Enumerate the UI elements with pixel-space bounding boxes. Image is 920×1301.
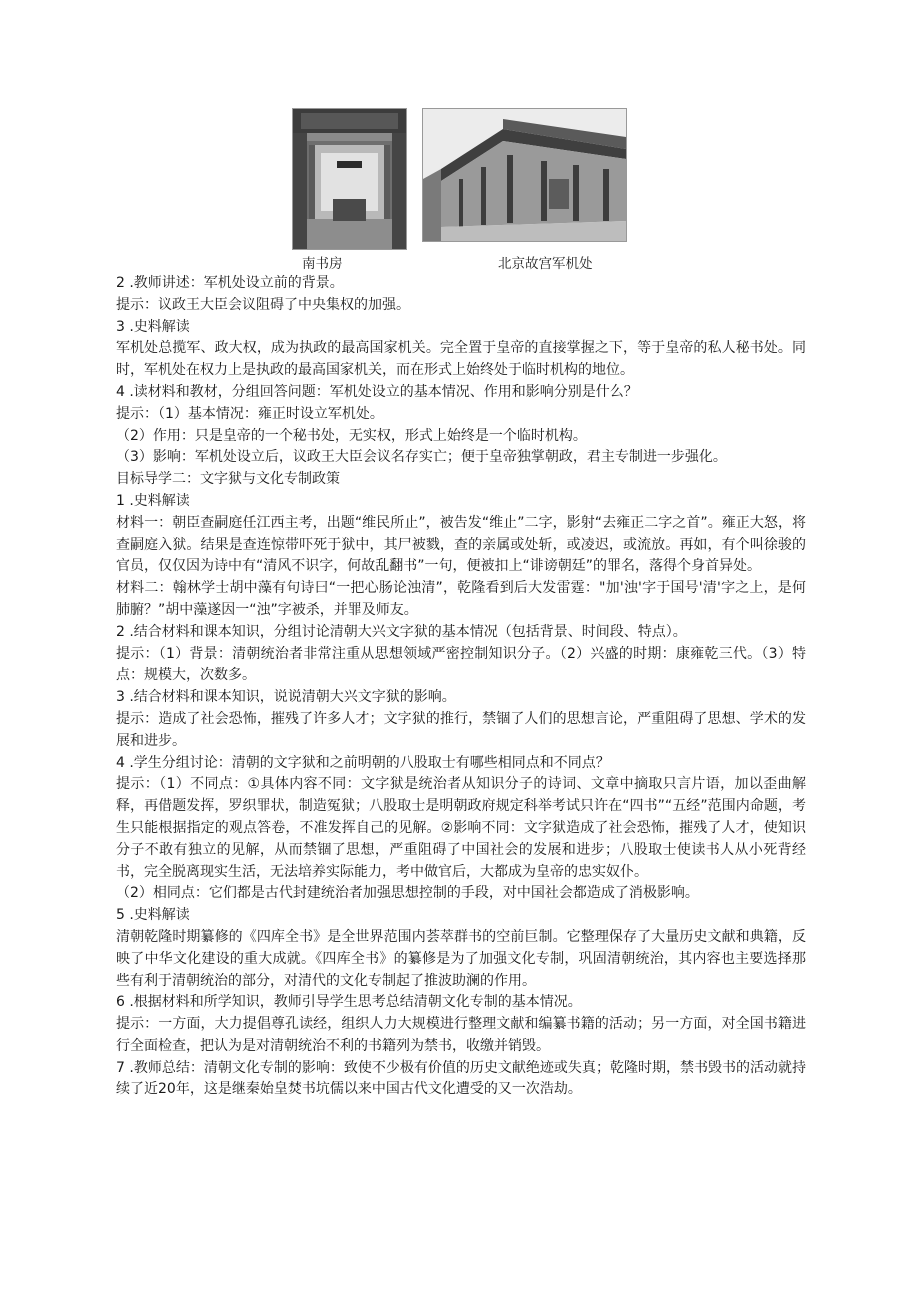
step-heading: 5 .史料解读	[116, 907, 190, 924]
step-heading: 7 .教师总结：清朝文化专制的影响：致使不少极有价值的历史文献绝迹或失真；乾隆时期，禁书毁书的活动就持续了近20年，这是继秦始皇焚书坑儒以来中国古代文化遭受的又一次浩劫。	[116, 1059, 806, 1098]
step-heading: 3 .史料解读	[116, 318, 190, 335]
hint-paragraph: 提示：一方面，大力提倡尊孔读经，组织人力大规模进行整理文献和编纂书籍的活动；另一方面，对全国书籍进行全面检查，把认为是对清朝统治不利的书籍列为禁书，收缴并销毁。	[116, 1016, 806, 1054]
photo-junjichu	[422, 108, 627, 242]
figure-row	[0, 108, 920, 273]
hint-paragraph: 提示：（1）背景：清朝统治者非常注重从思想领域严密控制知识分子。（2）兴盛的时期：康雍乾三代。（3）特点：规模大，次数多。	[116, 645, 806, 684]
step-heading: 3 .结合材料和课本知识，说说清朝大兴文字狱的影响。	[116, 689, 456, 706]
figure-nanshufang	[292, 108, 407, 272]
hint-paragraph: 提示：造成了社会恐怖，摧残了许多人才；文字狱的推行，禁锢了人们的思想言论，严重阻碍了思想、学术的发展和进步。	[116, 710, 806, 749]
figure-caption: 北京故宫军机处	[498, 256, 593, 272]
body-paragraph: 清朝乾隆时期纂修的《四库全书》是全世界范围内荟萃群书的空前巨制。它整理保存了大量历史文献和典籍，反映了中华文化建设的重大成就。《四库全书》的纂修是为了加强文化专制，巩固清朝统治，其内容也主要选择那些有利于清朝统治的部分，对清代的文化专制起了推波助澜的作用。	[116, 928, 806, 989]
figure-caption: 南书房	[302, 256, 343, 272]
hint-paragraph: （2）作用：只是皇帝的一个秘书处，无实权，形式上始终是一个临时机构。	[116, 427, 587, 444]
body-paragraph: 军机处总揽军、政大权，成为执政的最高国家机关。完全置于皇帝的直接掌握之下，等于皇帝的私人秘书处。同时，军机处在权力上是执政的最高国家机关，而在形式上始终处于临时机构的地位。	[116, 340, 806, 379]
step-heading: 2 .结合材料和课本知识，分组讨论清朝大兴文字狱的基本情况（包括背景、时间段、特点）。	[116, 623, 687, 640]
step-heading: 4 .学生分组讨论：清朝的文字狱和之前明朝的八股取士有哪些相同点和不同点？	[116, 754, 610, 771]
step-heading: 2 .教师讲述：军机处设立前的背景。	[116, 275, 344, 291]
step-heading: 6 .根据材料和所学知识，教师引导学生思考总结清朝文化专制的基本情况。	[116, 994, 582, 1011]
hint-paragraph: 提示：议政王大臣会议阻碍了中央集权的加强。	[116, 296, 410, 313]
figure-junjichu	[422, 108, 627, 272]
step-heading: 1 .史料解读	[116, 492, 190, 509]
hint-paragraph: （3）影响：军机处设立后，议政王大臣会议名存实亡；便于皇帝独掌朝政，君主专制进一步强化。	[116, 449, 727, 466]
section-heading: 目标导学二：文字狱与文化专制政策	[116, 471, 340, 488]
hint-paragraph: 提示：（1）不同点：①具体内容不同：文字狱是统治者从知识分子的诗词、文章中摘取只言片语，加以歪曲解释，再借题发挥，罗织罪状，制造冤狱；八股取士是明朝政府规定科举考试只许在“四书”“五经”范围内命题，考生只能根据指定的观点答卷，不准发挥自己的见解。②影响不同：文字狱造成了社会恐怖，摧残了人才，使知识分子不敢有独立的见解，从而禁锢了思想，严重阻碍了中国社会的发展和进步；八股取士使读书人从小死背经书，完全脱离现实生活，无法培养实际能力，考中做官后，大都成为皇帝的忠实奴仆。	[116, 776, 806, 880]
hint-paragraph: （2）相同点：它们都是古代封建统治者加强思想控制的手段，对中国社会都造成了消极影响。	[116, 885, 699, 902]
material-paragraph: 材料二：翰林学士胡中藻有句诗曰“一把心肠论浊清”，乾隆看到后大发雷霆："加'浊'字于国号'清'字之上，是何肺腑？”胡中藻遂因一“浊”字被杀，并罪及师友。	[116, 580, 806, 618]
hint-paragraph: 提示：（1）基本情况：雍正时设立军机处。	[116, 405, 384, 422]
document-body	[116, 273, 806, 1101]
photo-nanshufang	[292, 108, 407, 250]
step-heading: 4 .读材料和教材，分组回答问题：军机处设立的基本情况、作用和影响分别是什么？	[116, 383, 638, 400]
material-paragraph: 材料一：朝臣查嗣庭任江西主考，出题“维民所止”，被告发“维止”二字，影射“去雍正二字之首”。雍正大怒，将查嗣庭入狱。结果是查连惊带吓死于狱中，其尸被戮，查的亲属或处斩，或凌迟，或流放。再如，有个叫徐骏的官员，仅仅因为诗中有“清风不识字，何故乱翻书”一句，便被扣上“诽谤朝廷”的罪名，落得个身首异处。	[116, 514, 806, 575]
